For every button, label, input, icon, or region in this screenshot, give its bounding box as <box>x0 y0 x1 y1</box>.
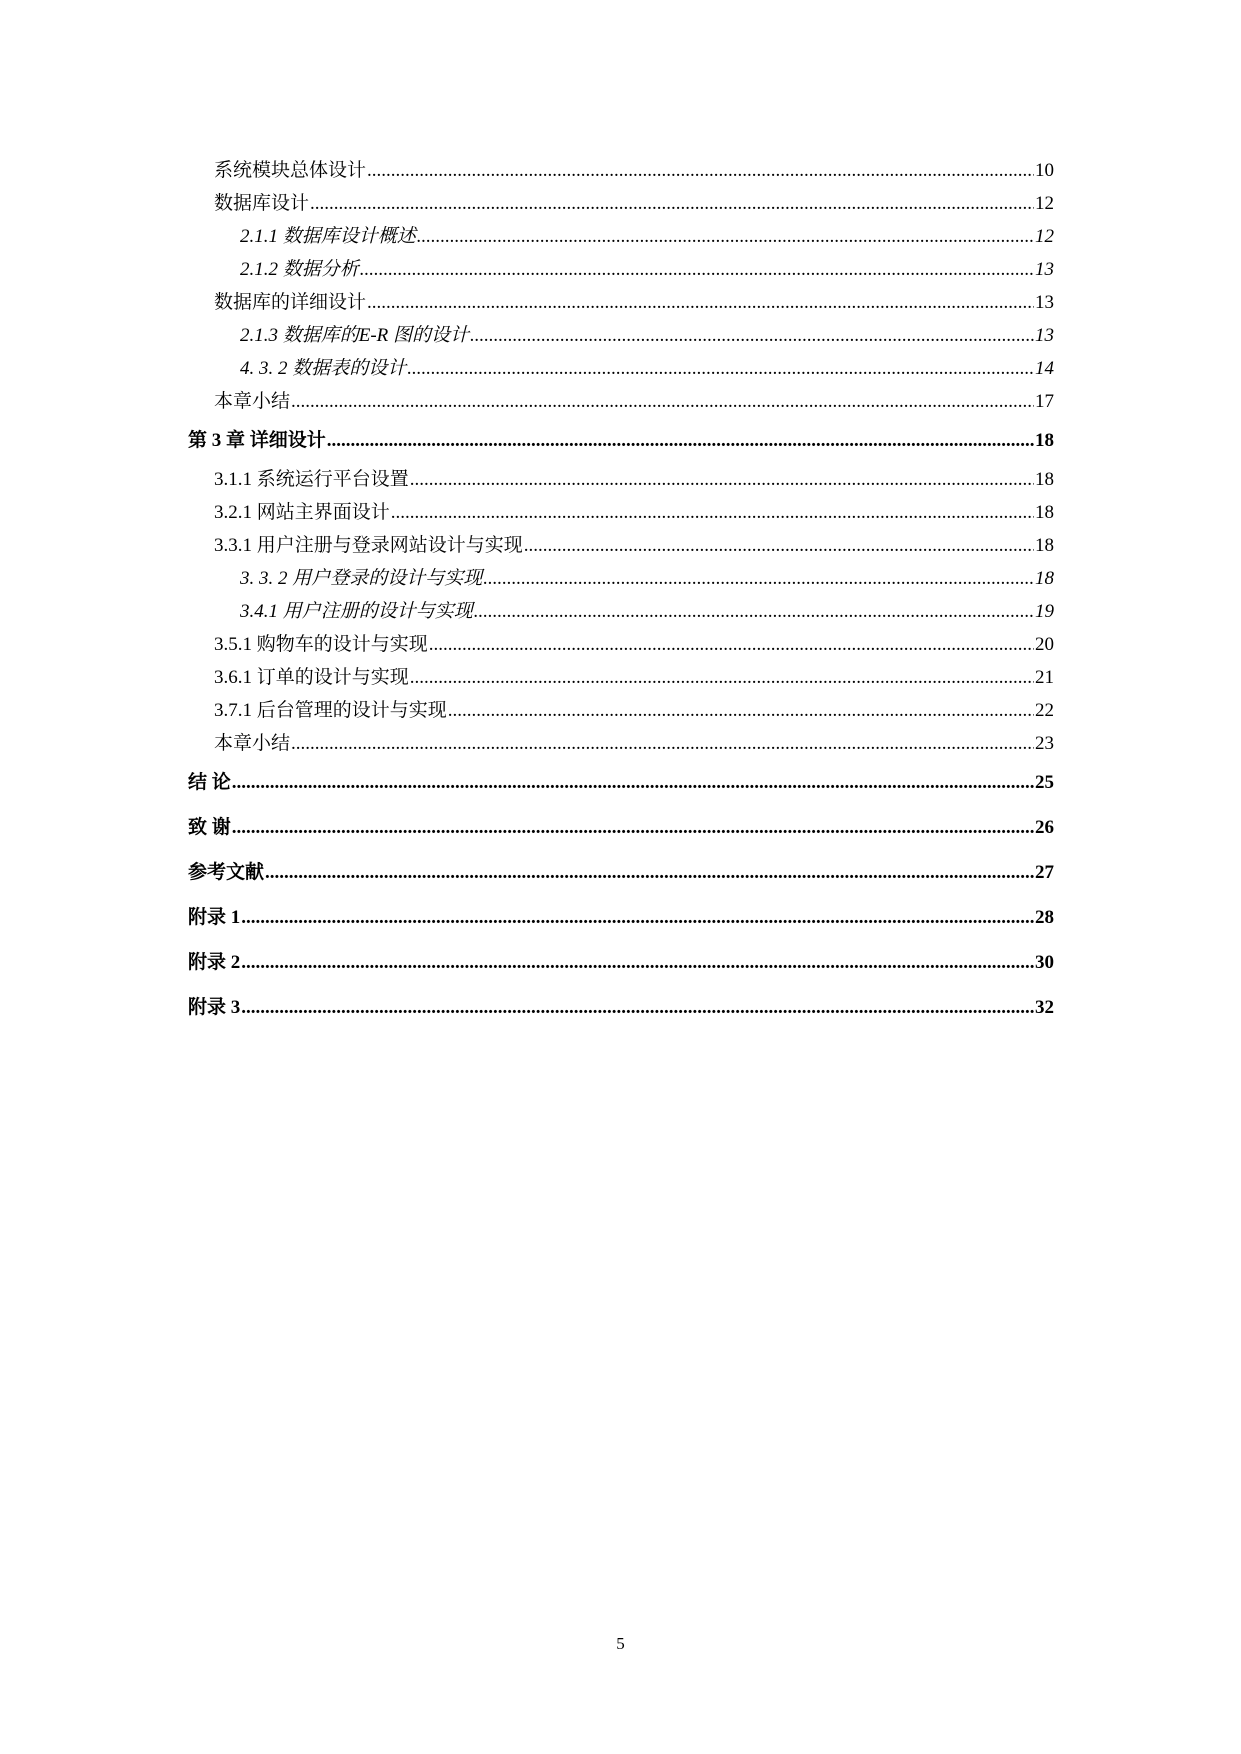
toc-entry-title: 3.5.1 购物车的设计与实现 <box>214 634 428 655</box>
toc-leader-dots <box>483 562 1034 595</box>
toc-entry-title: 4. 3. 2 数据表的设计 <box>240 358 407 379</box>
toc-entry-title: 附录 3 <box>188 997 241 1018</box>
toc-entry-page: 22 <box>1035 700 1054 721</box>
toc-entry-title: 本章小结 <box>214 733 291 754</box>
toc-entry[interactable] <box>188 529 1054 562</box>
toc-entry[interactable] <box>188 385 1054 418</box>
toc-leader-dots <box>327 418 1034 463</box>
toc-entry-title: 3.4.1 用户注册的设计与实现 <box>240 601 473 622</box>
toc-entry-page: 28 <box>1035 907 1054 928</box>
toc-entry[interactable] <box>188 286 1054 319</box>
toc-chapter-entry[interactable] <box>188 940 1054 985</box>
toc-leader-dots <box>232 805 1034 850</box>
toc-leader-dots <box>410 463 1034 496</box>
toc-leader-dots <box>474 595 1034 628</box>
toc-entry-title: 2.1.3 数据库的E-R 图的设计 <box>240 325 470 346</box>
page-number: 5 <box>616 1634 625 1653</box>
toc-leader-dots <box>241 895 1034 940</box>
toc-entry[interactable] <box>188 352 1054 385</box>
toc-entry-title: 2.1.2 数据分析 <box>240 259 359 280</box>
toc-entry-title: 致 谢 <box>188 817 231 838</box>
toc-entry[interactable] <box>188 187 1054 220</box>
toc-entry-title: 参考文献 <box>188 862 265 883</box>
toc-entry[interactable] <box>188 661 1054 694</box>
toc-entry-title: 附录 2 <box>188 952 241 973</box>
toc-leader-dots <box>241 985 1034 1030</box>
toc-entry-page: 19 <box>1035 601 1054 622</box>
toc-leader-dots <box>448 694 1034 727</box>
toc-chapter-entry[interactable] <box>188 985 1054 1030</box>
toc-entry[interactable] <box>188 496 1054 529</box>
toc-chapter-entry[interactable] <box>188 805 1054 850</box>
toc-entry-page: 13 <box>1035 292 1054 313</box>
toc-entry-title: 3.1.1 系统运行平台设置 <box>214 469 409 490</box>
toc-entry-page: 10 <box>1035 160 1054 181</box>
toc-entry-page: 12 <box>1035 193 1054 214</box>
toc-entry[interactable] <box>188 562 1054 595</box>
toc-leader-dots <box>367 286 1034 319</box>
toc-entry[interactable] <box>188 253 1054 286</box>
toc-leader-dots <box>524 529 1034 562</box>
toc-chapter-entry[interactable] <box>188 895 1054 940</box>
table-of-contents <box>188 154 1054 1030</box>
toc-leader-dots <box>265 850 1034 895</box>
toc-entry-title: 3.3.1 用户注册与登录网站设计与实现 <box>214 535 523 556</box>
toc-entry-page: 13 <box>1035 325 1054 346</box>
toc-entry-page: 32 <box>1035 997 1054 1018</box>
toc-entry-page: 18 <box>1035 502 1054 523</box>
toc-entry-page: 26 <box>1035 817 1054 838</box>
toc-entry-page: 30 <box>1035 952 1054 973</box>
toc-entry-page: 21 <box>1035 667 1054 688</box>
toc-chapter-entry[interactable] <box>188 760 1054 805</box>
toc-leader-dots <box>310 187 1034 220</box>
toc-leader-dots <box>241 940 1034 985</box>
toc-entry-page: 17 <box>1035 391 1054 412</box>
toc-entry-page: 18 <box>1035 469 1054 490</box>
toc-chapter-entry[interactable] <box>188 850 1054 895</box>
toc-leader-dots <box>391 496 1034 529</box>
toc-entry-title: 本章小结 <box>214 391 291 412</box>
toc-entry-title: 3.7.1 后台管理的设计与实现 <box>214 700 447 721</box>
toc-leader-dots <box>367 154 1034 187</box>
toc-entry-title: 结 论 <box>188 772 231 793</box>
toc-leader-dots <box>291 385 1034 418</box>
toc-chapter-entry[interactable] <box>188 418 1054 463</box>
toc-entry-page: 18 <box>1035 535 1054 556</box>
toc-entry-title: 系统模块总体设计 <box>214 160 367 181</box>
toc-entry[interactable] <box>188 463 1054 496</box>
toc-entry-title: 3. 3. 2 用户登录的设计与实现 <box>240 568 483 589</box>
toc-leader-dots <box>417 220 1034 253</box>
toc-entry[interactable] <box>188 628 1054 661</box>
toc-entry-title: 2.1.1 数据库设计概述 <box>240 226 416 247</box>
toc-entry-page: 23 <box>1035 733 1054 754</box>
toc-leader-dots <box>232 760 1034 805</box>
toc-entry-title: 3.6.1 订单的设计与实现 <box>214 667 409 688</box>
toc-entry-page: 18 <box>1035 568 1054 589</box>
toc-entry-title: 数据库设计 <box>214 193 310 214</box>
toc-entry[interactable] <box>188 154 1054 187</box>
toc-entry-title: 附录 1 <box>188 907 241 928</box>
toc-entry[interactable] <box>188 595 1054 628</box>
toc-entry-page: 12 <box>1035 226 1054 247</box>
toc-entry-page: 13 <box>1035 259 1054 280</box>
toc-entry[interactable] <box>188 220 1054 253</box>
toc-leader-dots <box>410 661 1034 694</box>
toc-entry[interactable] <box>188 727 1054 760</box>
toc-leader-dots <box>291 727 1034 760</box>
toc-leader-dots <box>360 253 1034 286</box>
toc-entry-title: 第 3 章 详细设计 <box>188 430 326 451</box>
toc-entry[interactable] <box>188 694 1054 727</box>
toc-entry-page: 14 <box>1035 358 1054 379</box>
toc-entry-title: 3.2.1 网站主界面设计 <box>214 502 390 523</box>
toc-entry[interactable] <box>188 319 1054 352</box>
toc-leader-dots <box>407 352 1034 385</box>
toc-leader-dots <box>470 319 1034 352</box>
toc-entry-page: 18 <box>1035 430 1054 451</box>
toc-entry-title: 数据库的详细设计 <box>214 292 367 313</box>
toc-entry-page: 20 <box>1035 634 1054 655</box>
toc-entry-page: 27 <box>1035 862 1054 883</box>
toc-leader-dots <box>429 628 1034 661</box>
toc-entry-page: 25 <box>1035 772 1054 793</box>
